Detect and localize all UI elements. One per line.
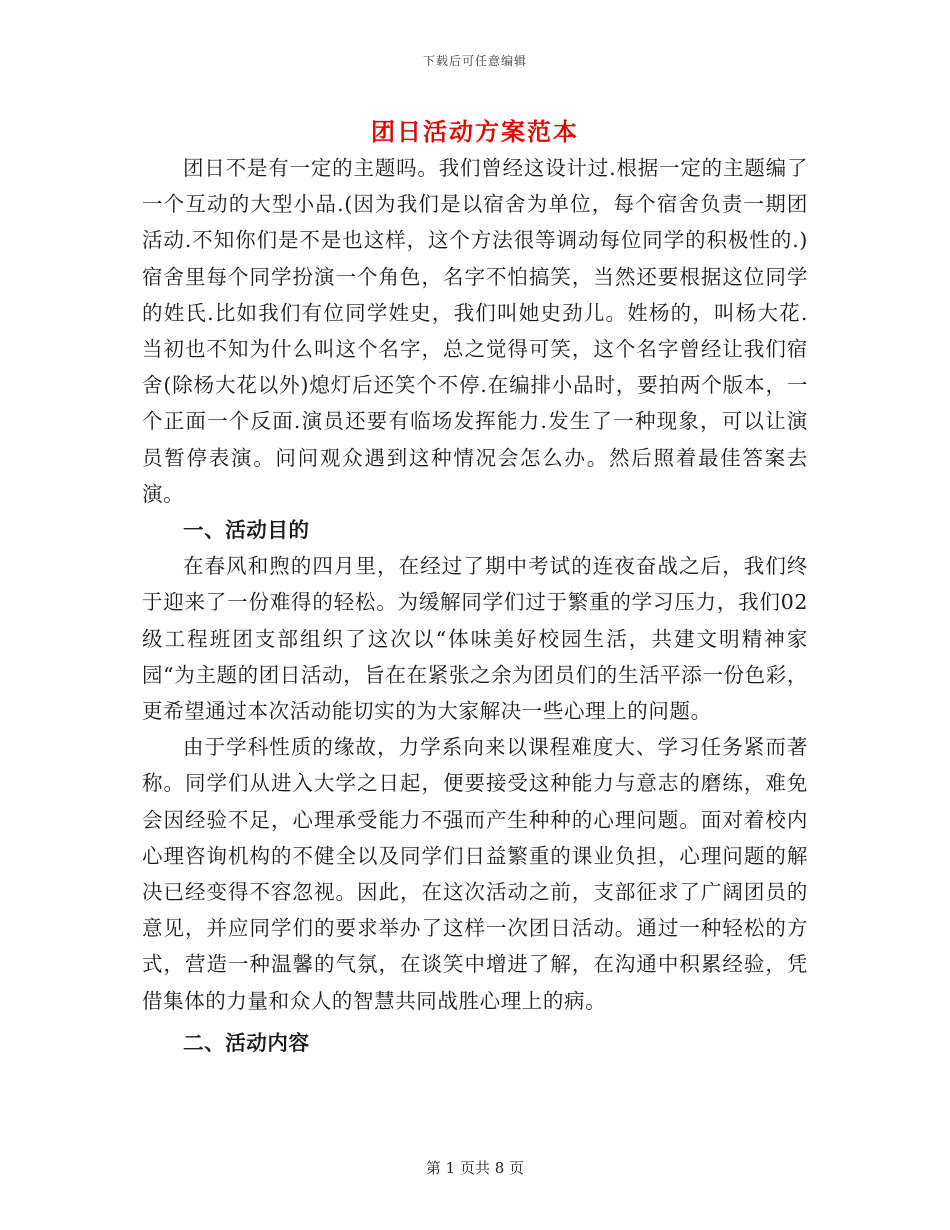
purpose-paragraph-1: 在春风和煦的四月里，在经过了期中考试的连夜奋战之后，我们终于迎来了一份难得的轻松。为缓解同学们过于繁重的学习压力，我们02级工程班团支部组织了这次以“体味美好校园生活，共建文明精神家园“为主题的团日活动，旨在在紧张之余为团员们的生活平添一份色彩，更希望通过本次活动能切实的为大家解决一些心理上的问题。 <box>142 554 808 724</box>
section-heading-content: 二、活动内容 <box>183 1030 310 1055</box>
section-heading-purpose: 一、活动目的 <box>183 518 310 543</box>
page-number: 第 1 页共 8 页 <box>425 1159 525 1177</box>
document-title: 团日活动方案范本 <box>371 117 579 146</box>
document-body <box>142 150 808 1061</box>
purpose-paragraph-2: 由于学科性质的缘故，力学系向来以课程难度大、学习任务紧而著称。同学们从进入大学之日起，便要接受这种能力与意志的磨练，难免会因经验不足，心理承受能力不强而产生种种的心理问题。面对着校内心理咨询机构的不健全以及同学们日益繁重的课业负担，心理问题的解决已经变得不容忽视。因此，在这次活动之前，支部征求了广阔团员的意见，并应同学们的要求举办了这样一次团日活动。通过一种轻松的方式，营造一种温馨的气氛，在谈笑中增进了解，在沟通中积累经验，凭借集体的力量和众人的智慧共同战胜心理上的病。 <box>142 735 808 1013</box>
page-header: 下载后可任意编辑 <box>422 54 527 68</box>
intro-paragraph: 团日不是有一定的主题吗。我们曾经这设计过.根据一定的主题编了一个互动的大型小品.(因为我们是以宿舍为单位，每个宿舍负责一期团活动.不知你们是不是也这样，这个方法很等调动每位同学的积极性的.)宿舍里每个同学扮演一个角色，名字不怕搞笑，当然还要根据这位同学的姓氏.比如我们有位同学姓史，我们叫她史劲儿。姓杨的，叫杨大花.当初也不知为什么叫这个名字，总之觉得可笑，这个名字曾经让我们宿舍(除杨大花以外)熄灯后还笑个不停.在编排小品时，要拍两个版本，一个正面一个反面.演员还要有临场发挥能力.发生了一种现象，可以让演员暂停表演。问问观众遇到这种情况会怎么办。然后照着最佳答案去演。 <box>142 156 808 506</box>
